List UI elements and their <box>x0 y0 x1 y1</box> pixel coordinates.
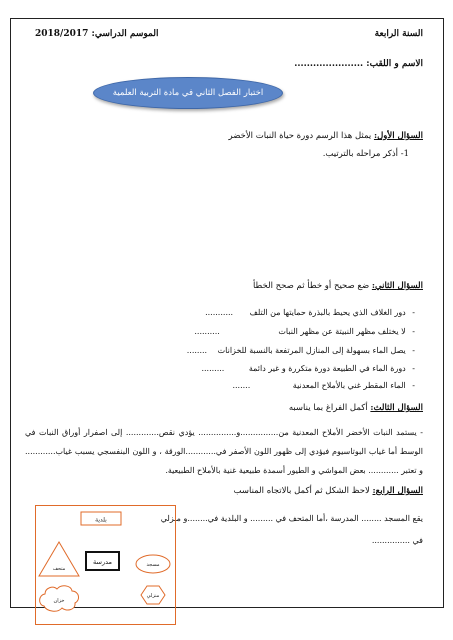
bullet-dash-icon: - <box>412 308 415 317</box>
question-2-text: ضع صحيح أو خطأ ثم صحح الخطأ <box>252 281 370 291</box>
directions-line-1: يقع المسجد ........ المدرسة ،أما المتحف في ......... و البلدية في........و منزلي <box>160 514 423 523</box>
tf-item-dots: ........... <box>205 308 234 317</box>
tf-item <box>201 364 415 373</box>
map-drawing <box>36 506 175 624</box>
tf-item-text: لا يختلف مظهر النبيتة عن مظهر النبات <box>278 327 406 336</box>
fill-in-text: يستمد النبات الأخضر الأملاح المعدنية من...............و............... يؤدي نقص............. إلى اصفرار أوراق النبات في الوسط أما غياب البوتاسيوم فيؤدي إلى ظهور اللون الأصفر في............الورقة ، و اللون البنفسجي يسبب غياب............ و تعتبر ............ بعض المواشي و الطيور أسمدة طبيعية غنية بالأملاح الطبيعية. <box>25 428 423 475</box>
my-house-label: منزلي <box>146 593 160 599</box>
tf-item-text: الماء المقطر غني بالأملاح المعدنية <box>292 381 406 390</box>
question-3-heading <box>289 403 423 413</box>
question-4-label: السؤال الرابع: <box>372 486 423 496</box>
tf-item-text: يصل الماء بسهولة إلى المنازل المرتفعة بالنسبة للخزانات <box>217 346 406 355</box>
museum-label: متحف <box>52 566 66 572</box>
question-1-heading <box>229 131 424 141</box>
tf-item-text: دورة الماء في الطبيعة دورة متكررة و غير دائمة <box>248 364 406 373</box>
question-3-text: أكمل الفراغ بما يناسبه <box>288 403 368 413</box>
bullet-dash-icon: - <box>416 428 424 437</box>
tf-item-dots: ....... <box>232 381 251 390</box>
grade-label: السنة الرابعة <box>374 29 423 39</box>
directions-line-2: في ............... <box>371 536 423 545</box>
tf-item-dots: ......... <box>201 364 225 373</box>
school-label: مدرسة <box>93 558 112 566</box>
tf-item <box>194 327 415 336</box>
question-1-text: يمثل هذا الرسم دورة حياة النبات الأخضر <box>228 131 372 141</box>
question-1-item: 1- أذكر مراحله بالترتيب. <box>322 149 409 159</box>
tf-item-text: دور الغلاف الذي يحيط بالبذرة حمايتها من التلف <box>249 308 406 317</box>
tf-item-dots: .......... <box>194 327 220 336</box>
question-4-heading <box>234 486 423 496</box>
question-2-label: السؤال الثاني: <box>371 281 423 291</box>
fill-in-paragraph <box>25 423 423 480</box>
water-tank-label: خزان <box>53 598 65 604</box>
name-field: الاسم و اللقب: ...................... <box>294 59 423 69</box>
bullet-dash-icon: - <box>412 381 415 390</box>
question-2-heading <box>253 281 423 291</box>
bullet-dash-icon: - <box>412 346 415 355</box>
tf-item <box>232 381 415 390</box>
question-3-label: السؤال الثالث: <box>370 403 423 413</box>
bullet-dash-icon: - <box>412 327 415 336</box>
map-figure <box>35 505 176 625</box>
question-1-label: السؤال الأول: <box>373 131 423 141</box>
exam-title: اختبار الفصل الثاني في مادة التربية العلمية <box>112 88 264 98</box>
tf-item <box>205 308 415 317</box>
mosque-label: مسجد <box>146 562 160 568</box>
bullet-dash-icon: - <box>412 364 415 373</box>
tf-item-dots: ........ <box>186 346 208 355</box>
question-4-text: لاحظ الشكل ثم أكمل بالاتجاه المناسب <box>233 486 370 496</box>
school-year: الموسم الدراسي: 2018/2017 <box>35 29 159 39</box>
exam-sheet <box>10 18 444 608</box>
town-hall-label: بلدية <box>95 516 107 524</box>
tf-item <box>187 346 415 355</box>
exam-title-banner <box>93 77 283 109</box>
